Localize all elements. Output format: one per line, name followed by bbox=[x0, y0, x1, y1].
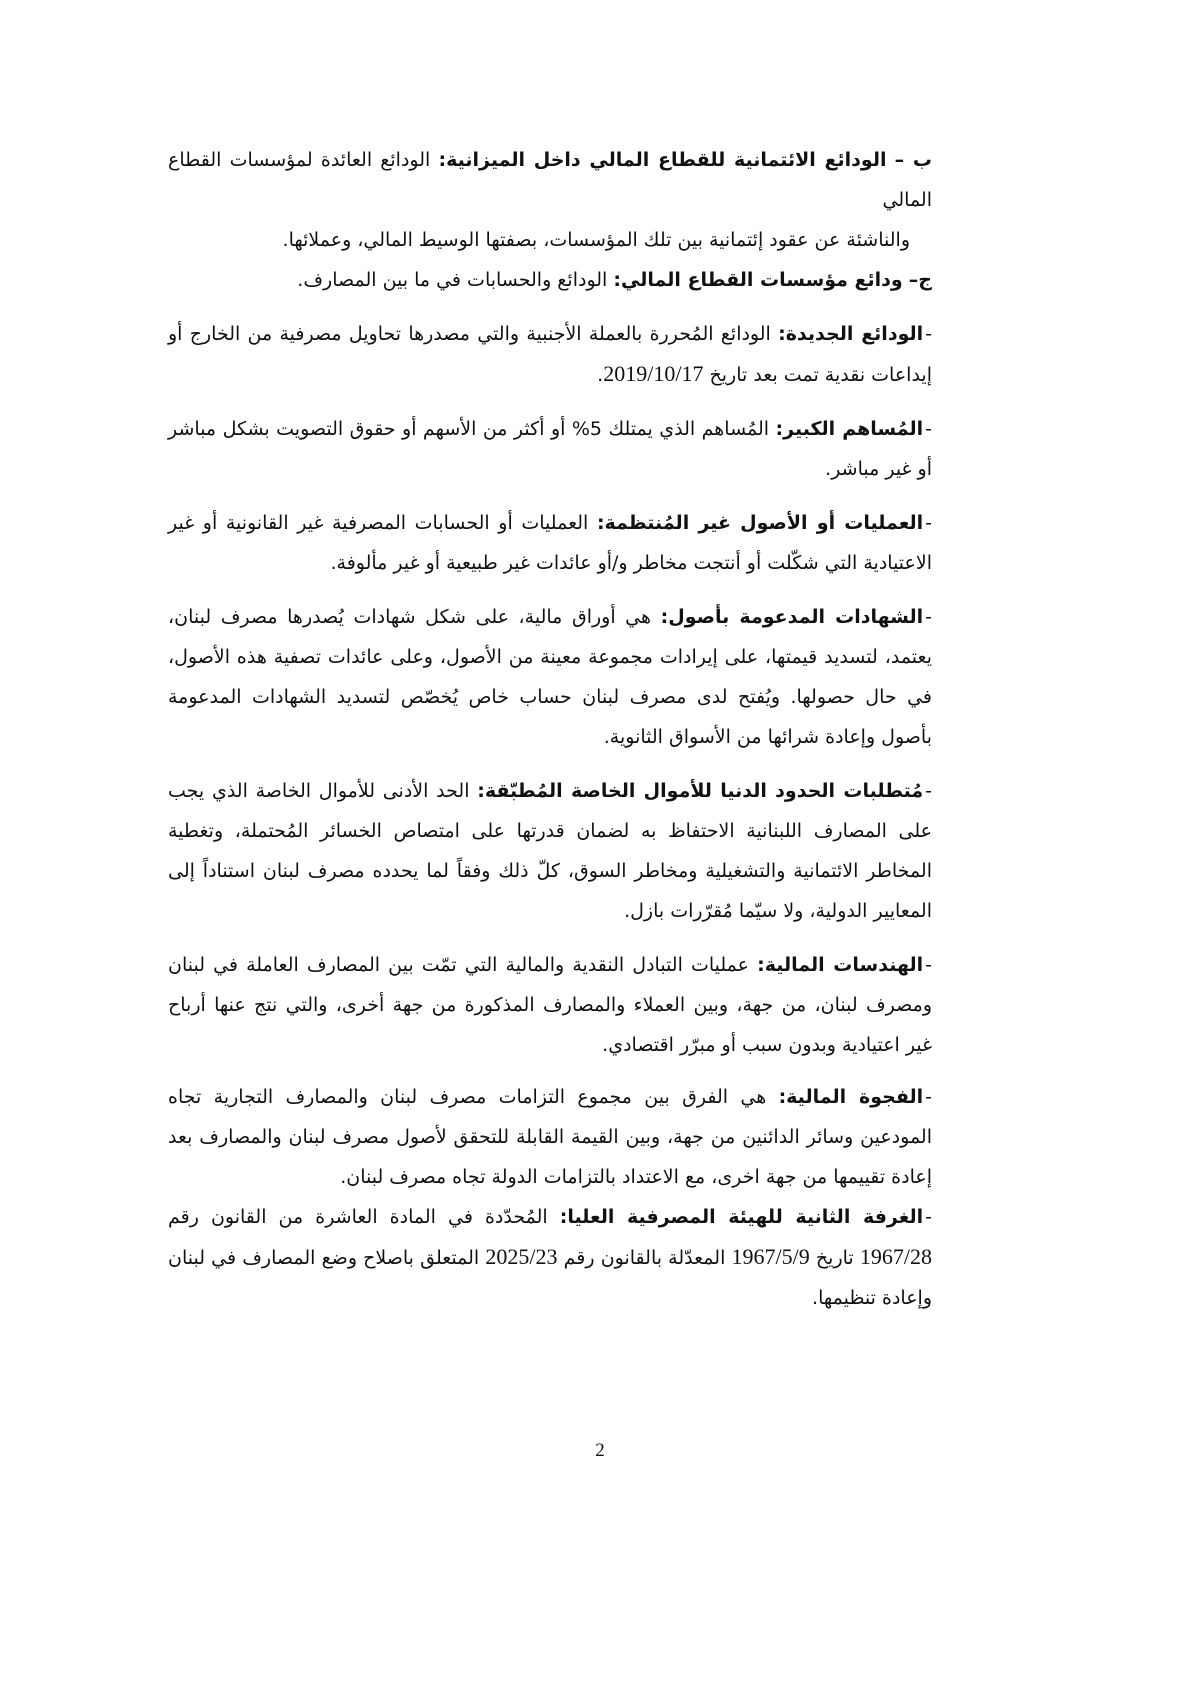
definition-financial-gap bbox=[168, 1077, 932, 1197]
item-c-marker: ج– bbox=[908, 269, 932, 291]
definition-text: المُساهم الذي يمتلك 5% أو أكثر من الأسهم أو حقوق التصويت بشكل مباشر أو غير مباشر. bbox=[168, 418, 932, 480]
definition-term: الهندسات المالية: bbox=[757, 954, 924, 976]
definition-text: الودائع المُحررة بالعملة الأجنبية والتي مصدرها تحاويل مصرفية من الخارج أو إيداعات نقدية تمت بعد تاريخ bbox=[168, 323, 932, 386]
bullet-dash: - bbox=[925, 606, 932, 628]
item-b-line-1: الودائع العائدة لمؤسسات القطاع المالي bbox=[168, 149, 932, 211]
definition-term: الغرفة الثانية للهيئة المصرفية العليا: bbox=[559, 1206, 924, 1228]
definition-asset-backed-certificates bbox=[168, 597, 932, 757]
item-b-term: الودائع الائتمانية للقطاع المالي داخل الميزانية: bbox=[438, 149, 887, 171]
definition-term: المُساهم الكبير: bbox=[775, 418, 924, 440]
item-c-term: ودائع مؤسسات القطاع المالي: bbox=[613, 269, 903, 291]
item-b-marker: ب – bbox=[894, 149, 933, 171]
definition-second-chamber bbox=[168, 1197, 932, 1318]
definition-text-c: المعدّلة بالقانون رقم bbox=[557, 1247, 732, 1269]
bullet-dash: - bbox=[925, 512, 932, 534]
definition-irregular-operations bbox=[168, 503, 932, 583]
item-b-continuation bbox=[168, 220, 932, 260]
page-number: 2 bbox=[595, 1440, 605, 1461]
definition-term: الودائع الجديدة: bbox=[778, 323, 924, 345]
item-b bbox=[168, 140, 932, 220]
bullet-dash: - bbox=[925, 418, 932, 440]
date-value: 2019/10/17 bbox=[603, 361, 704, 386]
definition-text-b: تاريخ bbox=[809, 1247, 860, 1269]
item-b-line-2: والناشئة عن عقود إئتمانية بين تلك المؤسسات، بصفتها الوسيط المالي، وعملائها. bbox=[282, 229, 910, 251]
item-c bbox=[168, 260, 932, 300]
law-number: 1967/28 bbox=[859, 1244, 932, 1269]
definition-text: عمليات التبادل النقدية والمالية التي تمّت بين المصارف العاملة في لبنان ومصرف لبنان، من جهة، وبين العملاء والمصارف المذكورة من جهة أخرى، والتي نتج عنها أرباح غير اعتيادية وبدون سبب أو مبرّر اقتصادي. bbox=[168, 954, 932, 1056]
bullet-dash: - bbox=[925, 780, 932, 802]
amending-law-number: 2025/23 bbox=[485, 1244, 558, 1269]
definition-new-deposits bbox=[168, 314, 932, 395]
definition-tail: . bbox=[597, 364, 604, 386]
definition-term: الشهادات المدعومة بأصول: bbox=[660, 606, 924, 628]
bullet-dash: - bbox=[925, 1086, 933, 1108]
bullet-dash: - bbox=[925, 323, 932, 345]
definition-text: العمليات أو الحسابات المصرفية غير القانونية أو غير الاعتيادية التي شكّلت أو أنتجت مخاطر و/أو عائدات غير طبيعية أو غير مألوفة. bbox=[168, 512, 932, 574]
law-date: 1967/5/9 bbox=[731, 1244, 810, 1269]
definition-term: العمليات أو الأصول غير المُنتظمة: bbox=[596, 512, 924, 534]
definition-text: الحد الأدنى للأموال الخاصة الذي يجب على المصارف اللبنانية الاحتفاظ به لضمان قدرتها على امتصاص الخسائر المُحتملة، وتغطية المخاطر الائتمانية والتشغيلية ومخاطر السوق، كلّ ذلك وفقاً لما يحدده مصرف لبنان استناداً إلى المعايير الدولية، ولا سيّما مُقرّرات بازل. bbox=[168, 780, 932, 922]
item-c-line-1: الودائع والحسابات في ما بين المصارف. bbox=[297, 269, 608, 291]
definition-term: الفجوة المالية: bbox=[778, 1086, 924, 1108]
page-body bbox=[168, 140, 932, 1318]
definition-financial-engineering bbox=[168, 945, 932, 1065]
bullet-dash: - bbox=[925, 954, 933, 976]
definition-minimum-capital-requirements bbox=[168, 771, 932, 931]
definition-major-shareholder bbox=[168, 409, 932, 489]
bullet-dash: - bbox=[925, 1206, 932, 1228]
definition-term: مُتطلبات الحدود الدنيا للأموال الخاصة المُطبّقة: bbox=[477, 780, 924, 802]
definition-text-d: المتعلق باصلاح وضع المصارف في لبنان وإعادة تنظيمها. bbox=[168, 1247, 932, 1309]
definition-text: هي أوراق مالية، على شكل شهادات يُصدرها مصرف لبنان، يعتمد، لتسديد قيمتها، على إيرادات مجموعة معينة من الأصول، وعلى عائدات تصفية هذه الأصول، في حال حصولها. ويُفتح لدى مصرف لبنان حساب خاص يُخصّص لتسديد الشهادات المدعومة بأصول وإعادة شرائها من الأسواق الثانوية. bbox=[168, 606, 932, 748]
definition-text-a: المُحدّدة في المادة العاشرة من القانون رقم bbox=[168, 1206, 548, 1228]
definition-text: هي الفرق بين مجموع التزامات مصرف لبنان والمصارف التجارية تجاه المودعين وسائر الدائنين من جهة، وبين القيمة القابلة للتحقق لأصول مصرف لبنان والمصارف بعد إعادة تقييمها من جهة اخرى، مع الاعتداد بالتزامات الدولة تجاه مصرف لبنان. bbox=[168, 1086, 932, 1188]
